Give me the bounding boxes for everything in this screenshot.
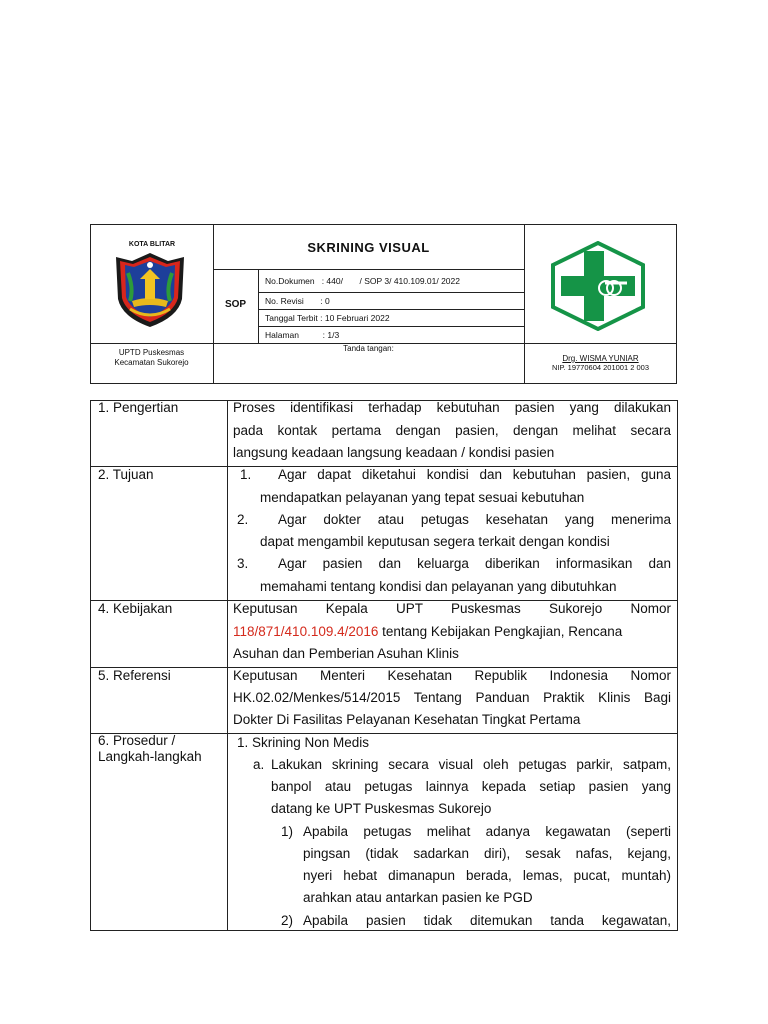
- content-divider: [90, 733, 678, 734]
- section-label-prosedur: Langkah-langkah: [98, 749, 202, 764]
- tujuan-item-text: mendapatkan pelayanan yang tepat sesuai kebutuhan: [260, 490, 585, 505]
- org-name-line1: UPTD Puskesmas: [118, 348, 185, 357]
- city-label: KOTA BLITAR: [128, 241, 176, 248]
- kebijakan-line: Asuhan dan Pemberian Asuhan Klinis: [233, 646, 459, 661]
- prosedur-subitem-text: arahkan atau antarkan pasien ke PGD: [303, 890, 533, 905]
- prosedur-subitem-text: Apabila pasien tidak ditemukan tanda kegawatan,: [303, 913, 671, 928]
- kebijakan-line-rest: tentang Kebijakan Pengkajian, Rencana: [378, 624, 623, 639]
- referensi-line: Dokter Di Fasilitas Pelayanan Kesehatan Tingkat Pertama: [233, 712, 581, 727]
- document-title: SKRINING VISUAL: [307, 240, 430, 255]
- org-name-line2: Kecamatan Sukorejo: [114, 358, 189, 367]
- tujuan-item-number: 1.: [240, 467, 252, 482]
- sop-label: SOP: [224, 299, 247, 310]
- prosedur-item-marker: a.: [253, 757, 265, 772]
- pengertian-line: langsung keadaan langsung keadaan / kondisi pasien: [233, 445, 555, 460]
- tujuan-item-text: Agar dokter atau petugas kesehatan yang menerima: [278, 512, 671, 527]
- header-divider: [258, 269, 259, 343]
- referensi-line: HK.02.02/Menkes/514/2015 Tentang Panduan Praktik Klinis Bagi: [233, 690, 671, 705]
- puskesmas-logo-icon: [547, 241, 649, 331]
- tujuan-item-text: Agar pasien dan keluarga diberikan informasikan dan: [278, 556, 671, 571]
- header-divider: [258, 326, 524, 327]
- section-label-tujuan: 2. Tujuan: [98, 467, 154, 482]
- content-divider: [90, 930, 678, 931]
- prosedur-item-text: datang ke UPT Puskesmas Sukorejo: [271, 801, 492, 816]
- tujuan-item-text: Agar dapat diketahui kondisi dan kebutuhan pasien, guna: [278, 467, 671, 482]
- section-label-prosedur: 6. Prosedur /: [98, 733, 176, 748]
- kebijakan-line: [233, 621, 671, 643]
- pengertian-line: pada kontak pertama dengan pasien, dengan melihat secara: [233, 423, 671, 438]
- prosedur-subitem-text: pingsan (tidak sadarkan diri), sesak nafas, kejang,: [303, 846, 671, 861]
- prosedur-subitem-marker: 1): [281, 824, 294, 839]
- header-divider: [213, 269, 524, 270]
- signature-label: Tanda tangan:: [343, 344, 394, 353]
- signer-nip: NIP. 19770604 201001 2 003: [551, 363, 650, 372]
- prosedur-subitem-marker: 2): [281, 913, 294, 928]
- header-divider: [258, 292, 524, 293]
- tujuan-item-number: 3.: [237, 556, 249, 571]
- pengertian-line: Proses identifikasi terhadap kebutuhan pasien yang dilakukan: [233, 400, 671, 415]
- tujuan-item-text: memahami tentang kondisi dan pelayanan yang dibutuhkan: [260, 579, 617, 594]
- kebijakan-line: Keputusan Kepala UPT Puskesmas Sukorejo Nomor: [233, 601, 671, 616]
- kota-blitar-crest-icon: [110, 249, 190, 329]
- kebijakan-decree-number: 118/871/410.109.4/2016: [233, 624, 379, 639]
- prosedur-subitem-text: nyeri hebat dimanapun berada, lemas, pucat, muntah): [303, 868, 671, 883]
- page-number: Halaman : 1/3: [265, 330, 340, 340]
- signer-name: Drg. WISMA YUNIAR: [562, 354, 639, 363]
- prosedur-item-text: Lakukan skrining secara visual oleh petugas parkir, satpam,: [271, 757, 671, 772]
- prosedur-subitem-text: Apabila petugas melihat adanya kegawatan (seperti: [303, 824, 671, 839]
- header-divider: [258, 309, 524, 310]
- tujuan-item-number: 2.: [237, 512, 249, 527]
- referensi-line: Keputusan Menteri Kesehatan Republik Indonesia Nomor: [233, 668, 671, 683]
- prosedur-subheading: 1. Skrining Non Medis: [237, 735, 370, 750]
- prosedur-item-text: banpol atau petugas lainnya kepada setiap pasien yang: [271, 779, 671, 794]
- tujuan-item-text: dapat mengambil keputusan segera terkait dengan kondisi: [260, 534, 610, 549]
- issue-date: Tanggal Terbit : 10 Februari 2022: [265, 313, 390, 323]
- section-label-referensi: 5. Referensi: [98, 668, 171, 683]
- section-label-pengertian: 1. Pengertian: [98, 400, 179, 415]
- doc-number: No.Dokumen : 440/ / SOP 3/ 410.109.01/ 2022: [265, 276, 460, 286]
- section-label-kebijakan: 4. Kebijakan: [98, 601, 173, 616]
- revision-number: No. Revisi : 0: [265, 296, 330, 306]
- content-divider: [227, 400, 228, 930]
